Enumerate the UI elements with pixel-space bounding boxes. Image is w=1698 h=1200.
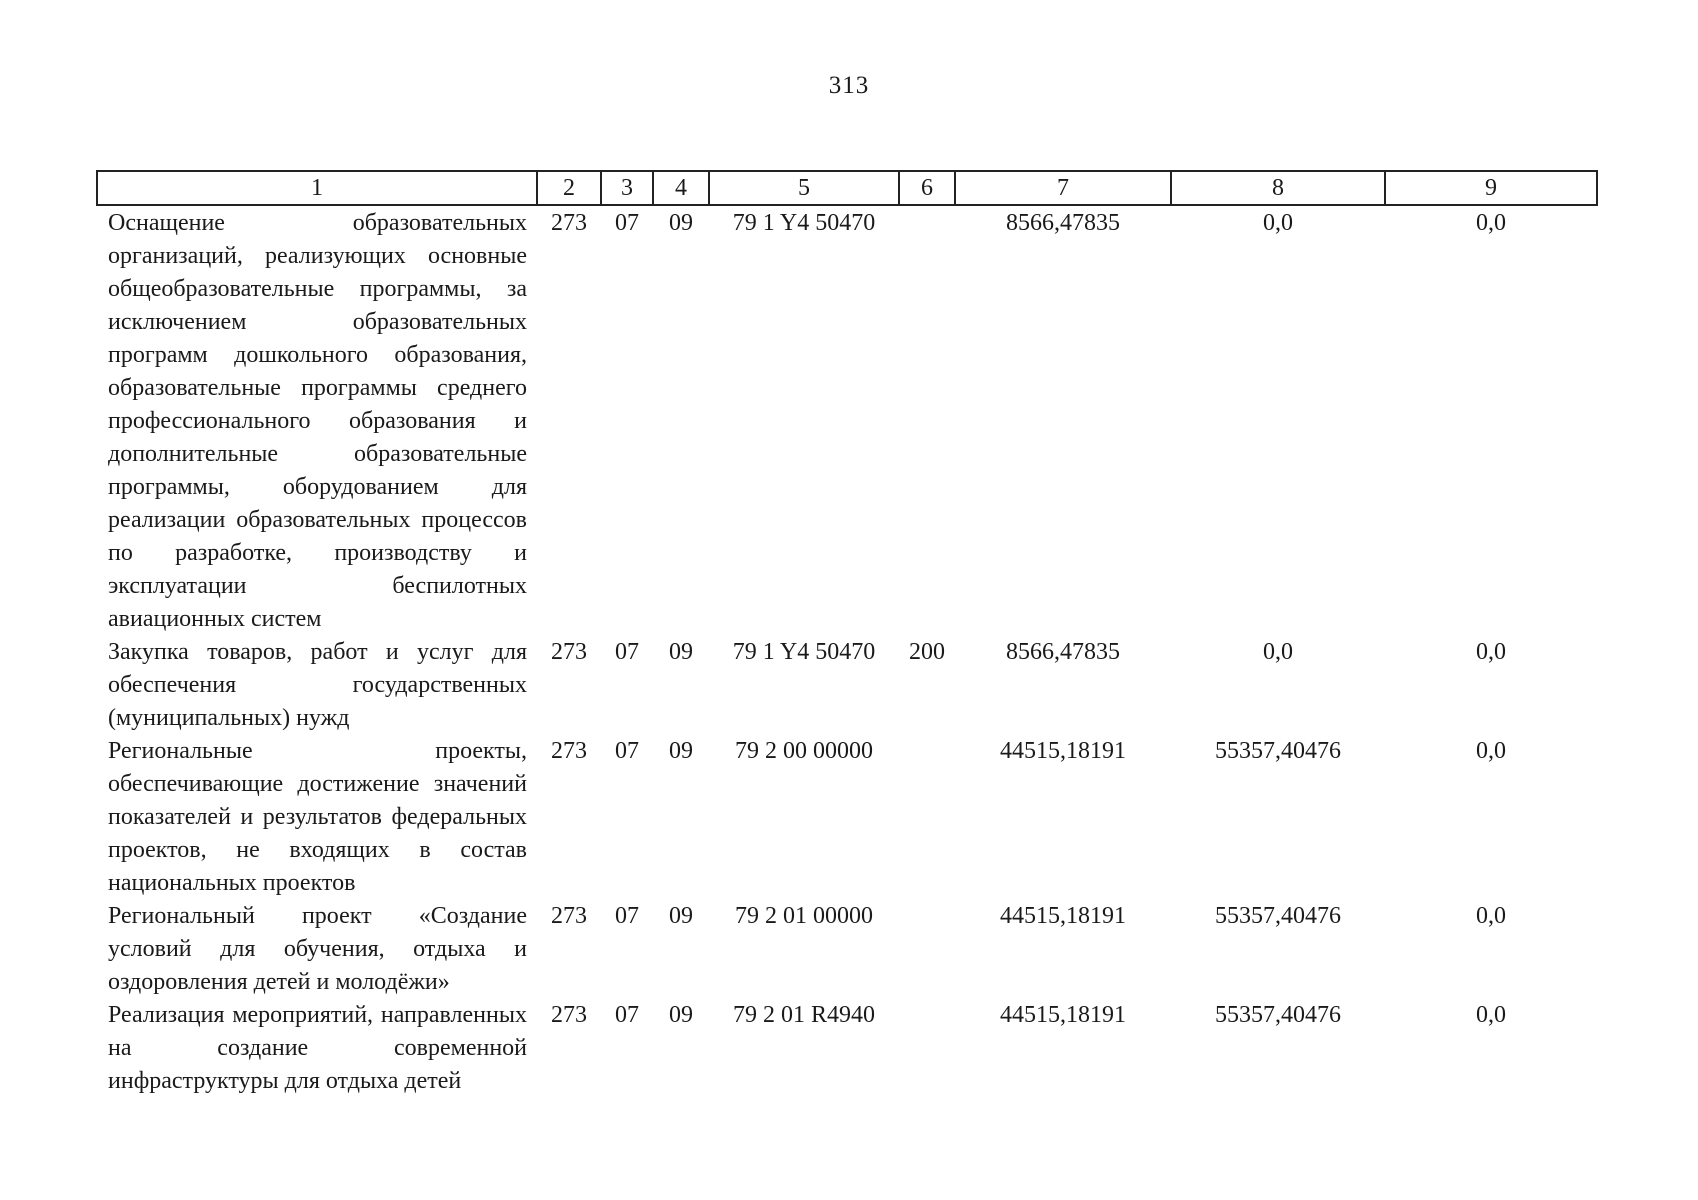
table-row [97,636,1597,735]
row-description: Региональный проект «Создание условий для обучения, отдыха и оздоровления детей и молодёжи» [108,903,527,995]
cell-col5: 79 1 Y4 50470 [732,639,876,665]
cell-col5: 79 2 00 00000 [735,738,873,764]
cell-col3: 07 [615,738,639,764]
table-row [97,999,1597,1098]
cell-col8: 0,0 [1263,639,1293,665]
column-header-1: 1 [97,171,537,205]
column-header-3: 3 [601,171,653,205]
column-header-7: 7 [955,171,1171,205]
cell-col4: 09 [669,1002,693,1028]
column-header-2: 2 [537,171,601,205]
cell-col3: 07 [615,210,639,236]
budget-table [96,170,1598,1098]
table-row [97,900,1597,999]
table-body [97,205,1597,1098]
header-row [97,171,1597,205]
cell-col7: 44515,18191 [1000,1002,1126,1028]
cell-col9: 0,0 [1476,1002,1506,1028]
cell-col8: 55357,40476 [1215,903,1341,929]
cell-col2: 273 [551,210,587,236]
cell-col3: 07 [615,1002,639,1028]
column-header-9: 9 [1385,171,1597,205]
cell-col5: 79 1 Y4 50470 [732,210,876,236]
cell-col5: 79 2 01 R4940 [732,1002,875,1028]
cell-col7: 44515,18191 [1000,738,1126,764]
cell-col4: 09 [669,738,693,764]
cell-col4: 09 [669,210,693,236]
cell-col2: 273 [551,1002,587,1028]
row-description: Реализация мероприятий, направленных на создание современной инфраструктуры для отдыха детей [108,1002,527,1094]
cell-col8: 55357,40476 [1215,1002,1341,1028]
table-row [97,735,1597,900]
cell-col7: 44515,18191 [1000,903,1126,929]
row-description: Оснащение образовательных организаций, реализующих основные общеобразовательные программы, за исключением образовательных программ дошкольного образования, образовательные программы среднего профессионального образования и дополнительные образовательные программы, оборудованием для реализации образовательных процессов по разработке, производству и эксплуатации беспилотных авиационных систем [108,210,527,632]
cell-col6: 200 [909,639,945,665]
cell-col3: 07 [615,639,639,665]
cell-col9: 0,0 [1476,639,1506,665]
row-description: Региональные проекты, обеспечивающие достижение значений показателей и результатов федеральных проектов, не входящих в состав национальных проектов [108,738,527,896]
page-number: 313 [828,72,870,99]
row-description: Закупка товаров, работ и услуг для обеспечения государственных (муниципальных) нужд [108,639,527,731]
cell-col2: 273 [551,738,587,764]
cell-col9: 0,0 [1476,738,1506,764]
cell-col7: 8566,47835 [1006,639,1120,665]
column-header-8: 8 [1171,171,1385,205]
cell-col6 [899,900,955,999]
cell-col7: 8566,47835 [1006,210,1120,236]
cell-col9: 0,0 [1476,210,1506,236]
cell-col5: 79 2 01 00000 [735,903,873,929]
column-header-4: 4 [653,171,709,205]
cell-col6 [899,205,955,636]
cell-col4: 09 [669,639,693,665]
cell-col6 [899,999,955,1098]
cell-col3: 07 [615,903,639,929]
column-header-5: 5 [709,171,899,205]
cell-col8: 0,0 [1263,210,1293,236]
cell-col9: 0,0 [1476,903,1506,929]
cell-col2: 273 [551,639,587,665]
cell-col2: 273 [551,903,587,929]
table-row [97,205,1597,636]
cell-col6 [899,735,955,900]
cell-col4: 09 [669,903,693,929]
cell-col8: 55357,40476 [1215,738,1341,764]
column-header-6: 6 [899,171,955,205]
table-header [97,171,1597,205]
